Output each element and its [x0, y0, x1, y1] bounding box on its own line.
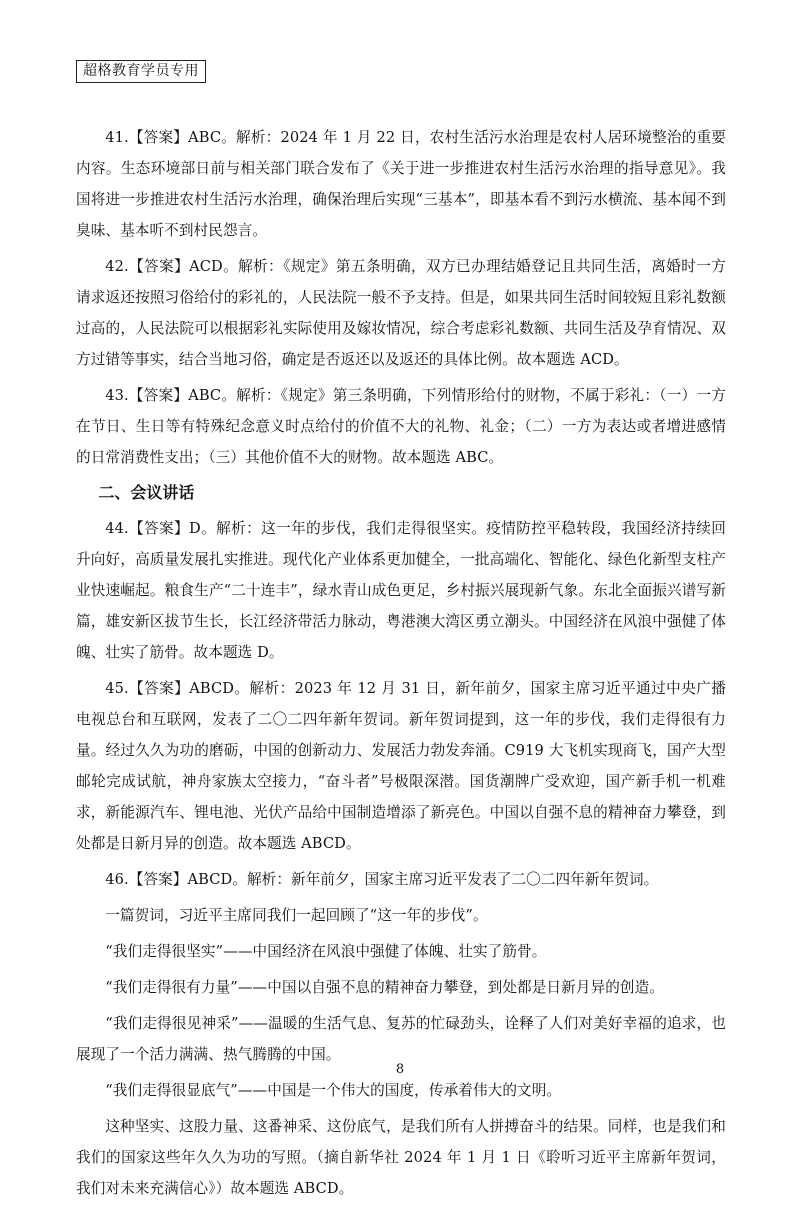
answer-46-line-2: “我们走得很坚实”——中国经济在风浪中强健了体魄、壮实了筋骨。: [105, 943, 547, 960]
document-body: [76, 122, 726, 1209]
answer-46-line-3: “我们走得很有力量”——中国以自强不息的精神奋力攀登，到处都是日新月异的创造。: [105, 979, 664, 996]
answer-41: 41.【答案】ABC。解析：2024 年 1 月 22 日，农村生活污水治理是农村人居环境整治的重要内容。生态环境部日前与相关部门联合发布了《关于进一步推进农村生活污水治理的指导意见》。我国将进一步推进农村生活污水治理，确保治理后实现“三基本”，即基本看不到污水横流、基本闻不到臭味、基本听不到村民怨言。: [76, 129, 726, 239]
section-heading: 二、会议讲话: [98, 483, 195, 502]
answer-46-line-5: “我们走得很显底气”——中国是一个伟大的国度，传承着伟大的文明。: [105, 1082, 562, 1099]
answer-43: 43.【答案】ABC。解析：《规定》第三条明确，下列情形给付的财物，不属于彩礼：（一）一方在节日、生日等有特殊纪念意义时点给付的价值不大的礼物、礼金；（二）一方为表达或者增进感情的日常消费性支出；（三）其他价值不大的财物。故本题选 ABC。: [76, 387, 726, 466]
answer-46-line-1: 一篇贺词，习近平主席同我们一起回顾了“这一年的步伐”。: [105, 907, 488, 924]
answer-45: 45.【答案】ABCD。解析：2023 年 12 月 31 日，新年前夕，国家主席习近平通过中央广播电视总台和互联网，发表了二〇二四年新年贺词。新年贺词提到，这一年的步伐，我们走得很有力量。经过久久为功的磨砺，中国的创新动力、发展活力勃发奔涌。C919 大飞机实现商飞，国产大型邮轮完成试航，神舟家族太空接力，“奋斗者”号极限深潜。国货潮牌广受欢迎，国产新手机一机难求，新能源汽车、锂电池、光伏产品给中国制造增添了新亮色。中国以自强不息的精神奋力攀登，到处都是日新月异的创造。故本题选 ABCD。: [76, 680, 726, 852]
answer-46-line-4: “我们走得很见神采”——温暖的生活气息、复苏的忙碌劲头，诠释了人们对美好幸福的追求，也展现了一个活力满满、热气腾腾的中国。: [76, 1015, 726, 1063]
header-label: 超格教育学员专用: [76, 60, 206, 83]
page-number: 8: [395, 1062, 405, 1077]
answer-46-conclusion: 这种坚实、这股力量、这番神采、这份底气，是我们所有人拼搏奋斗的结果。同样，也是我们和我们的国家这些年久久为功的写照。（摘自新华社 2024 年 1 月 1 日《聆听习近平主席新年贺词，我们对未来充满信心》）故本题选 ABCD。: [76, 1118, 726, 1197]
answer-46: 46.【答案】ABCD。解析：新年前夕，国家主席习近平发表了二〇二四年新年贺词。: [105, 871, 659, 888]
answer-42: 42.【答案】ACD。解析：《规定》第五条明确，双方已办理结婚登记且共同生活，离婚时一方请求返还按照习俗给付的彩礼的，人民法院一般不予支持。但是，如果共同生活时间较短且彩礼数额过高的，人民法院可以根据彩礼实际使用及嫁妆情况，综合考虑彩礼数额、共同生活及孕育情况、双方过错等事实，结合当地习俗，确定是否返还以及返还的具体比例。故本题选 ACD。: [76, 258, 726, 368]
answer-44: 44.【答案】D。解析：这一年的步伐，我们走得很坚实。疫情防控平稳转段，我国经济持续回升向好，高质量发展扎实推进。现代化产业体系更加健全，一批高端化、智能化、绿色化新型支柱产业快速崛起。粮食生产“二十连丰”，绿水青山成色更足，乡村振兴展现新气象。东北全面振兴谱写新篇，雄安新区拔节生长，长江经济带活力脉动，粤港澳大湾区勇立潮头。中国经济在风浪中强健了体魄、壮实了筋骨。故本题选 D。: [76, 520, 726, 661]
